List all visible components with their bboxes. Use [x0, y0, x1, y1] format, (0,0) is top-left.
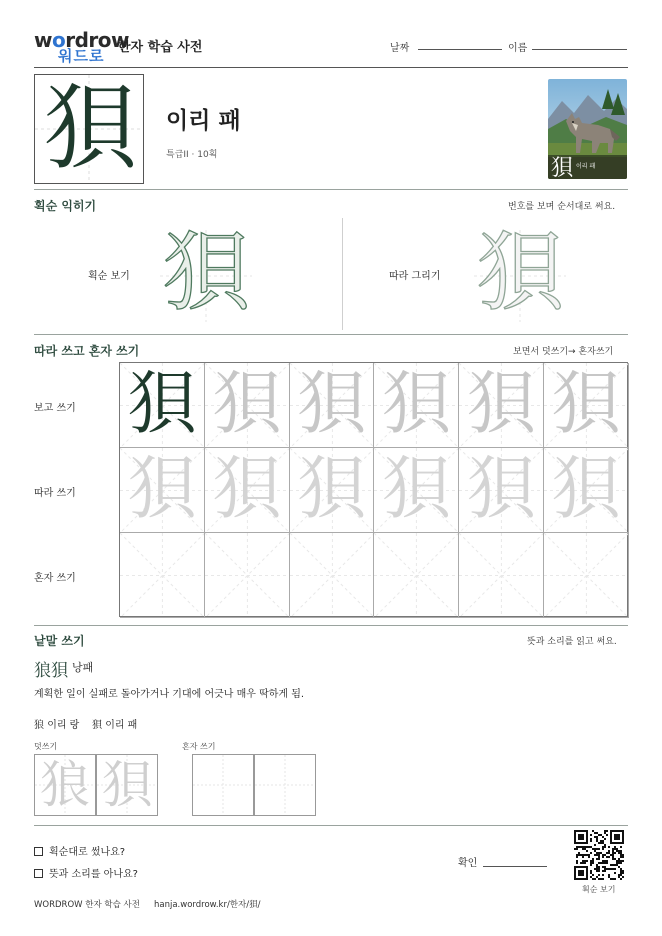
stroke-order-glyph: 狽: [163, 223, 249, 323]
writing-cell-glyph: 狽: [297, 365, 366, 444]
character-meaning: 이리 패: [166, 108, 241, 134]
confirm-label: 확인: [458, 858, 478, 869]
main-character: 狽: [43, 75, 136, 182]
vocab-char-1: 狼 이리 랑: [34, 720, 80, 731]
qr-code[interactable]: [574, 830, 624, 880]
writing-cell[interactable]: [374, 448, 459, 533]
section-note-writing: 보면서 덧쓰기→ 혼자쓰기: [513, 347, 614, 357]
photo-character: 狽: [551, 156, 574, 179]
checklist-meaning[interactable]: 뜻과 소리를 아나요?: [34, 865, 138, 880]
name-field[interactable]: [532, 49, 627, 50]
writing-cell[interactable]: [205, 363, 290, 448]
row-label-see: 보고 쓰기: [34, 403, 76, 414]
confirm-field[interactable]: [483, 866, 547, 867]
writing-cell[interactable]: [459, 363, 544, 448]
date-label: 날짜: [390, 43, 410, 54]
photo-caption: 이리 패: [576, 163, 596, 170]
main-character-box: [34, 74, 144, 184]
divider: [34, 334, 628, 335]
stroke-trace-glyph: 狽: [477, 223, 563, 323]
writing-cell-glyph: 狽: [297, 450, 366, 529]
name-label: 이름: [508, 43, 528, 54]
section-note-stroke: 번호를 보며 순서대로 써요.: [508, 202, 616, 212]
vocab-char-2: 狽 이리 패: [92, 720, 138, 731]
section-title-stroke: 획순 익히기: [34, 199, 97, 213]
writing-cell-glyph: 狽: [467, 450, 536, 529]
writing-cell-glyph: 狽: [212, 365, 281, 444]
writing-cell[interactable]: [544, 363, 629, 448]
writing-cell-glyph: 狽: [382, 450, 451, 529]
character-grade: 특급II · 10획: [166, 150, 218, 160]
writing-cell-glyph: 狽: [127, 365, 196, 444]
writing-cell[interactable]: [374, 363, 459, 448]
writing-cell[interactable]: [205, 448, 290, 533]
divider: [34, 189, 628, 190]
footer-brand: WORDROW 한자 학습 사전: [34, 900, 140, 910]
writing-cell-glyph: 狽: [382, 365, 451, 444]
vocab-trace-box-2[interactable]: 狽: [96, 754, 158, 816]
stroke-order-diagram: [160, 223, 252, 323]
stroke-trace-area[interactable]: [474, 223, 566, 323]
vocab-reading: 낭패: [72, 661, 94, 674]
writing-cell-glyph: 狽: [467, 365, 536, 444]
writing-cell[interactable]: [544, 533, 629, 618]
writing-cell[interactable]: [459, 533, 544, 618]
dictionary-title: 한자 학습 사전: [118, 40, 203, 55]
row-label-solo: 혼자 쓰기: [34, 573, 76, 584]
writing-cell[interactable]: [544, 448, 629, 533]
vocab-solo-label: 혼자 쓰기: [182, 742, 216, 751]
writing-cell[interactable]: [120, 363, 205, 448]
section-title-vocab: 낱말 쓰기: [34, 634, 85, 648]
qr-label: 획순 보기: [582, 885, 616, 894]
checkbox[interactable]: [34, 847, 43, 856]
stroke-divider: [342, 218, 343, 330]
writing-cell[interactable]: [120, 448, 205, 533]
checklist-stroke-order[interactable]: 획순대로 썼나요?: [34, 843, 125, 858]
writing-cell-glyph: 狽: [551, 450, 620, 529]
divider: [34, 625, 628, 626]
writing-cell[interactable]: [120, 533, 205, 618]
logo-wordmark: wordrow: [34, 28, 129, 52]
vocab-word: 狼狽: [34, 661, 68, 681]
writing-cell[interactable]: [374, 533, 459, 618]
writing-cell[interactable]: [290, 448, 375, 533]
section-title-writing: 따라 쓰고 혼자 쓰기: [34, 344, 140, 358]
writing-grid: [119, 362, 628, 617]
writing-cell[interactable]: [290, 363, 375, 448]
wolf-illustration: [548, 79, 627, 179]
writing-cell[interactable]: [459, 448, 544, 533]
logo-korean: 워드로: [58, 47, 105, 65]
writing-cell-glyph: 狽: [127, 450, 196, 529]
writing-cell-glyph: 狽: [551, 365, 620, 444]
vocab-trace-box-1[interactable]: 狼: [34, 754, 96, 816]
vocab-solo-box-1[interactable]: [192, 754, 254, 816]
writing-cell[interactable]: [205, 533, 290, 618]
stroke-view-label: 획순 보기: [88, 271, 130, 282]
checkbox[interactable]: [34, 869, 43, 878]
vocab-solo-box-2[interactable]: [254, 754, 316, 816]
writing-cell-glyph: 狽: [212, 450, 281, 529]
footer-url[interactable]: hanja.wordrow.kr/한자/狽/: [154, 900, 261, 910]
vocab-definition: 계획한 일이 실패로 돌아가거나 기대에 어긋나 매우 딱하게 됨.: [34, 689, 305, 700]
row-label-trace: 따라 쓰기: [34, 488, 76, 499]
vocab-trace-label: 덧쓰기: [34, 742, 58, 751]
header-divider: [34, 67, 628, 68]
date-field[interactable]: [418, 49, 502, 50]
writing-cell[interactable]: [290, 533, 375, 618]
divider: [34, 825, 628, 826]
section-note-vocab: 뜻과 소리를 읽고 써요.: [527, 637, 617, 647]
stroke-trace-label: 따라 그리기: [389, 271, 441, 282]
